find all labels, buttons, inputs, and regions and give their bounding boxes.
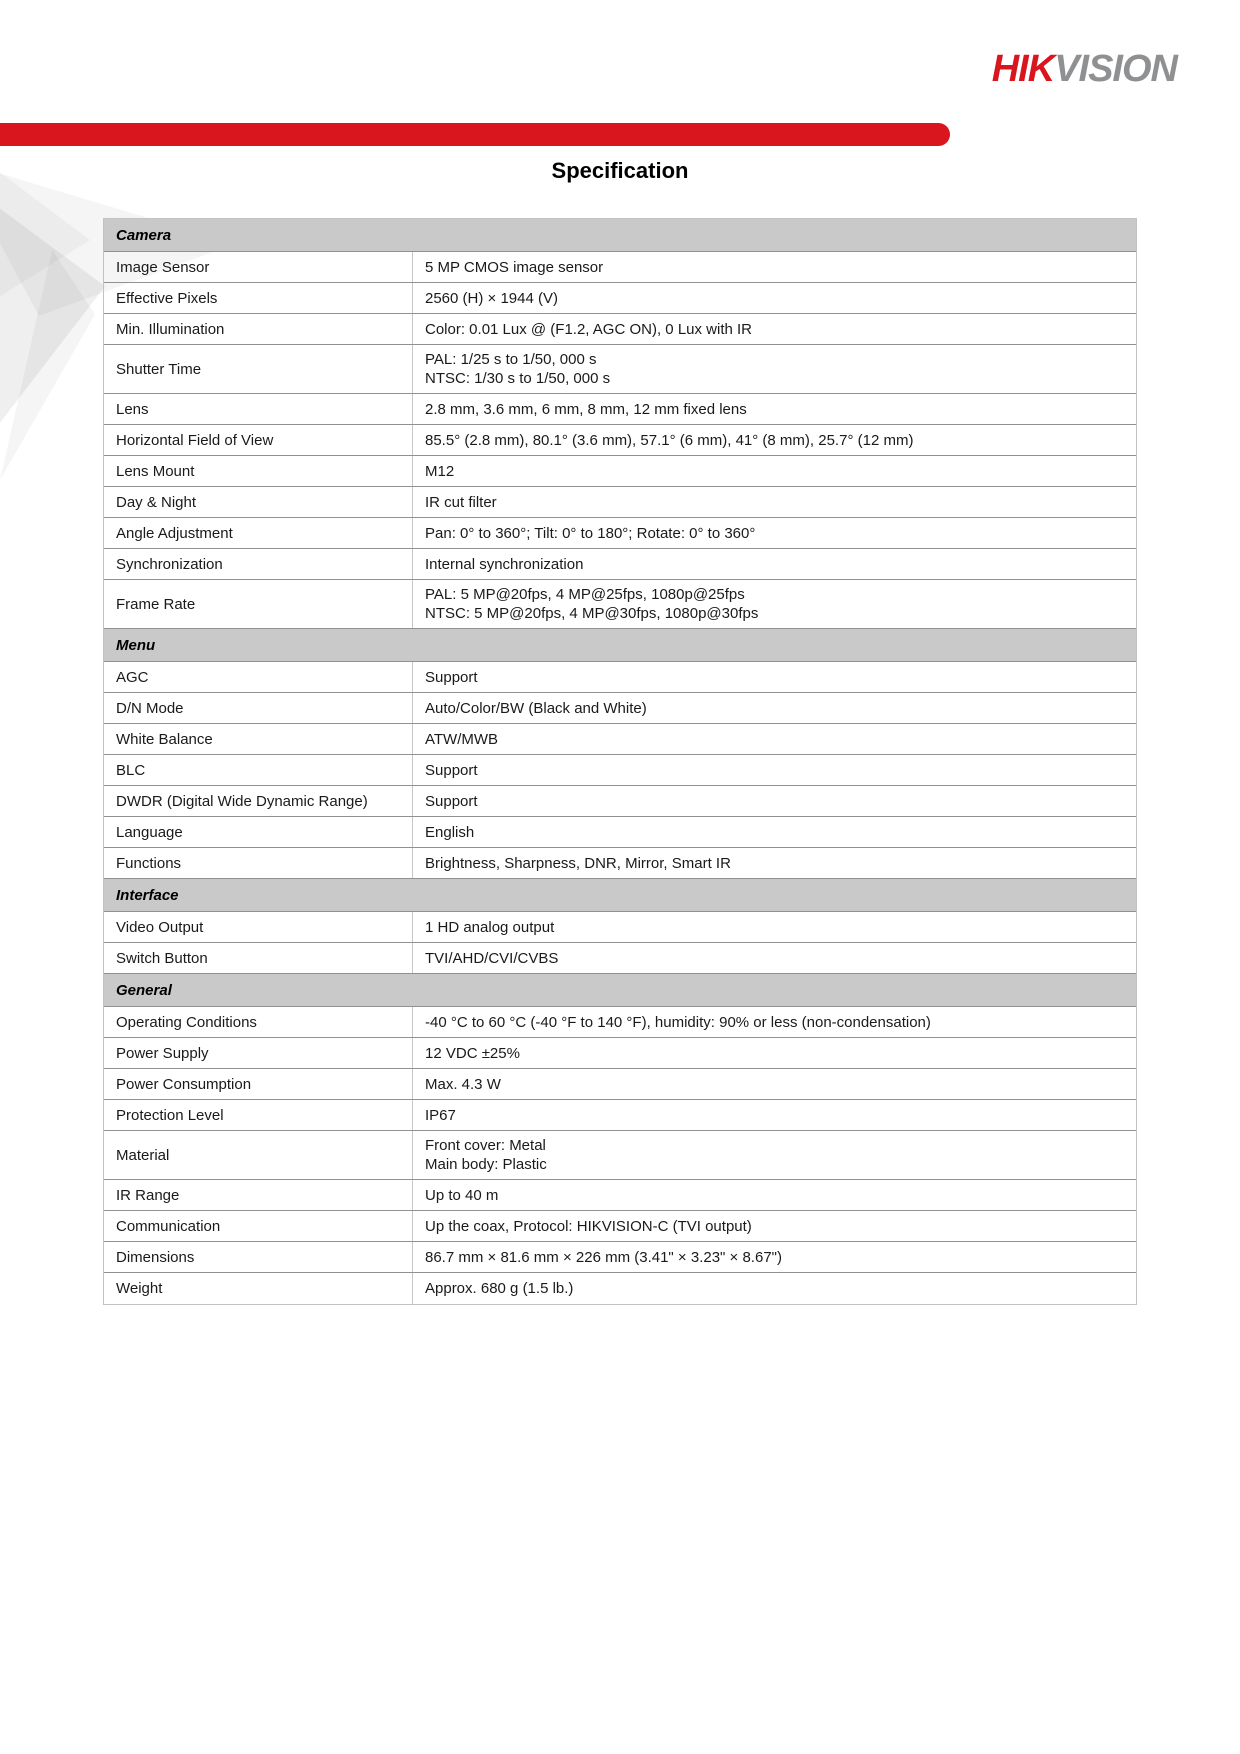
spec-value xyxy=(413,724,1136,754)
spec-value xyxy=(413,912,1136,942)
spec-value-line: 5 MP CMOS image sensor xyxy=(425,258,604,276)
spec-value-line: Support xyxy=(425,761,478,779)
spec-value xyxy=(413,1131,1136,1179)
spec-value xyxy=(413,1211,1136,1241)
section-header-general: General xyxy=(104,974,1136,1007)
spec-value-line: Up to 40 m xyxy=(425,1186,499,1204)
table-row xyxy=(104,786,1136,817)
spec-value-line: PAL: 5 MP@20fps, 4 MP@25fps, 1080p@25fps xyxy=(425,586,745,603)
spec-value-line: Up the coax, Protocol: HIKVISION-C (TVI output) xyxy=(425,1217,752,1235)
spec-label: Angle Adjustment xyxy=(104,518,413,548)
spec-label: Effective Pixels xyxy=(104,283,413,313)
spec-value-line: 1 HD analog output xyxy=(425,918,555,936)
spec-value-line: M12 xyxy=(425,462,455,480)
spec-label: Language xyxy=(104,817,413,847)
spec-value-line: English xyxy=(425,823,475,841)
spec-value-line: IP67 xyxy=(425,1106,456,1124)
table-row xyxy=(104,912,1136,943)
table-row xyxy=(104,1211,1136,1242)
table-row xyxy=(104,1069,1136,1100)
table-row xyxy=(104,817,1136,848)
table-row xyxy=(104,755,1136,786)
logo-vision-text: VISION xyxy=(1054,48,1177,90)
spec-label: Image Sensor xyxy=(104,252,413,282)
spec-value-line: IR cut filter xyxy=(425,493,497,511)
spec-label: Material xyxy=(104,1131,413,1179)
spec-value xyxy=(413,1273,1136,1304)
table-row xyxy=(104,662,1136,693)
section-header-camera: Camera xyxy=(104,219,1136,252)
spec-value-line: 12 VDC ±25% xyxy=(425,1044,520,1062)
table-row xyxy=(104,1007,1136,1038)
spec-label: AGC xyxy=(104,662,413,692)
watermark-triangle xyxy=(0,195,105,435)
spec-value xyxy=(413,1100,1136,1130)
table-row xyxy=(104,252,1136,283)
spec-label: IR Range xyxy=(104,1180,413,1210)
spec-value xyxy=(413,345,1136,393)
spec-label: Functions xyxy=(104,848,413,878)
logo-hik-text: HIK xyxy=(991,48,1055,90)
spec-label: Lens Mount xyxy=(104,456,413,486)
spec-value-line: Main body: Plastic xyxy=(425,1156,547,1173)
spec-value-line: Support xyxy=(425,668,478,686)
table-row xyxy=(104,724,1136,755)
table-row xyxy=(104,425,1136,456)
spec-label: Weight xyxy=(104,1273,413,1304)
spec-label: Operating Conditions xyxy=(104,1007,413,1037)
spec-value xyxy=(413,693,1136,723)
spec-value xyxy=(413,786,1136,816)
table-row xyxy=(104,487,1136,518)
table-row xyxy=(104,456,1136,487)
spec-value-line: TVI/AHD/CVI/CVBS xyxy=(425,949,559,967)
spec-value-line: Auto/Color/BW (Black and White) xyxy=(425,699,647,717)
spec-value-line: Internal synchronization xyxy=(425,555,584,573)
spec-value-line: Max. 4.3 W xyxy=(425,1075,501,1093)
table-row xyxy=(104,693,1136,724)
hikvision-logo xyxy=(992,50,1177,88)
table-row xyxy=(104,1100,1136,1131)
spec-value xyxy=(413,1038,1136,1068)
red-accent-bar xyxy=(0,123,950,146)
spec-label: BLC xyxy=(104,755,413,785)
spec-value-line: 85.5° (2.8 mm), 80.1° (3.6 mm), 57.1° (6 mm), 41° (8 mm), 25.7° (12 mm) xyxy=(425,431,914,449)
spec-value xyxy=(413,394,1136,424)
spec-label: Shutter Time xyxy=(104,345,413,393)
spec-value xyxy=(413,1007,1136,1037)
spec-value-line: NTSC: 1/30 s to 1/50, 000 s xyxy=(425,370,611,387)
spec-label: Lens xyxy=(104,394,413,424)
spec-label: White Balance xyxy=(104,724,413,754)
spec-value-line: 86.7 mm × 81.6 mm × 226 mm (3.41" × 3.23" × 8.67") xyxy=(425,1248,782,1266)
spec-value xyxy=(413,817,1136,847)
spec-value-line: 2.8 mm, 3.6 mm, 6 mm, 8 mm, 12 mm fixed lens xyxy=(425,400,747,418)
spec-value-line: Approx. 680 g (1.5 lb.) xyxy=(425,1280,574,1297)
watermark-triangle xyxy=(0,150,90,300)
spec-label: Synchronization xyxy=(104,549,413,579)
table-row xyxy=(104,1038,1136,1069)
spec-value xyxy=(413,943,1136,973)
table-row xyxy=(104,283,1136,314)
section-header-interface: Interface xyxy=(104,879,1136,912)
spec-value-line: Color: 0.01 Lux @ (F1.2, AGC ON), 0 Lux with IR xyxy=(425,320,753,338)
spec-value-line: -40 °C to 60 °C (-40 °F to 140 °F), humidity: 90% or less (non-condensation) xyxy=(425,1013,931,1031)
spec-label: Day & Night xyxy=(104,487,413,517)
section-header-menu: Menu xyxy=(104,629,1136,662)
spec-label: Video Output xyxy=(104,912,413,942)
spec-value xyxy=(413,252,1136,282)
spec-label: Protection Level xyxy=(104,1100,413,1130)
table-row xyxy=(104,1273,1136,1304)
spec-value-line: Pan: 0° to 360°; Tilt: 0° to 180°; Rotate: 0° to 360° xyxy=(425,524,756,542)
spec-value xyxy=(413,549,1136,579)
table-row xyxy=(104,580,1136,629)
spec-value xyxy=(413,1180,1136,1210)
spec-label: Frame Rate xyxy=(104,580,413,628)
spec-value xyxy=(413,314,1136,344)
table-row xyxy=(104,394,1136,425)
spec-value-line: Support xyxy=(425,792,478,810)
spec-label: Communication xyxy=(104,1211,413,1241)
spec-label: D/N Mode xyxy=(104,693,413,723)
spec-value xyxy=(413,425,1136,455)
watermark-triangle xyxy=(0,250,95,480)
spec-value-line: Brightness, Sharpness, DNR, Mirror, Smart IR xyxy=(425,854,731,872)
spec-value-line: ATW/MWB xyxy=(425,730,499,748)
spec-value xyxy=(413,848,1136,878)
spec-value xyxy=(413,1069,1136,1099)
spec-value xyxy=(413,283,1136,313)
spec-label: Power Supply xyxy=(104,1038,413,1068)
spec-label: Switch Button xyxy=(104,943,413,973)
spec-value xyxy=(413,580,1136,628)
spec-value xyxy=(413,456,1136,486)
spec-value xyxy=(413,1242,1136,1272)
spec-value-line: PAL: 1/25 s to 1/50, 000 s xyxy=(425,351,597,368)
spec-label: Power Consumption xyxy=(104,1069,413,1099)
table-row xyxy=(104,1180,1136,1211)
table-row xyxy=(104,518,1136,549)
table-row xyxy=(104,1242,1136,1273)
spec-label: Dimensions xyxy=(104,1242,413,1272)
spec-value-line: 2560 (H) × 1944 (V) xyxy=(425,289,558,307)
spec-value-line: NTSC: 5 MP@20fps, 4 MP@30fps, 1080p@30fps xyxy=(425,605,759,622)
table-row xyxy=(104,549,1136,580)
table-row xyxy=(104,848,1136,879)
spec-value xyxy=(413,755,1136,785)
spec-value xyxy=(413,662,1136,692)
table-row xyxy=(104,943,1136,974)
table-row xyxy=(104,314,1136,345)
spec-label: Horizontal Field of View xyxy=(104,425,413,455)
spec-label: Min. Illumination xyxy=(104,314,413,344)
spec-value xyxy=(413,518,1136,548)
spec-label: DWDR (Digital Wide Dynamic Range) xyxy=(104,786,413,816)
spec-value-line: Front cover: Metal xyxy=(425,1137,546,1154)
table-row xyxy=(104,1131,1136,1180)
page-title: Specification xyxy=(551,158,689,183)
spec-value xyxy=(413,487,1136,517)
spec-table xyxy=(103,218,1137,1305)
table-row xyxy=(104,345,1136,394)
